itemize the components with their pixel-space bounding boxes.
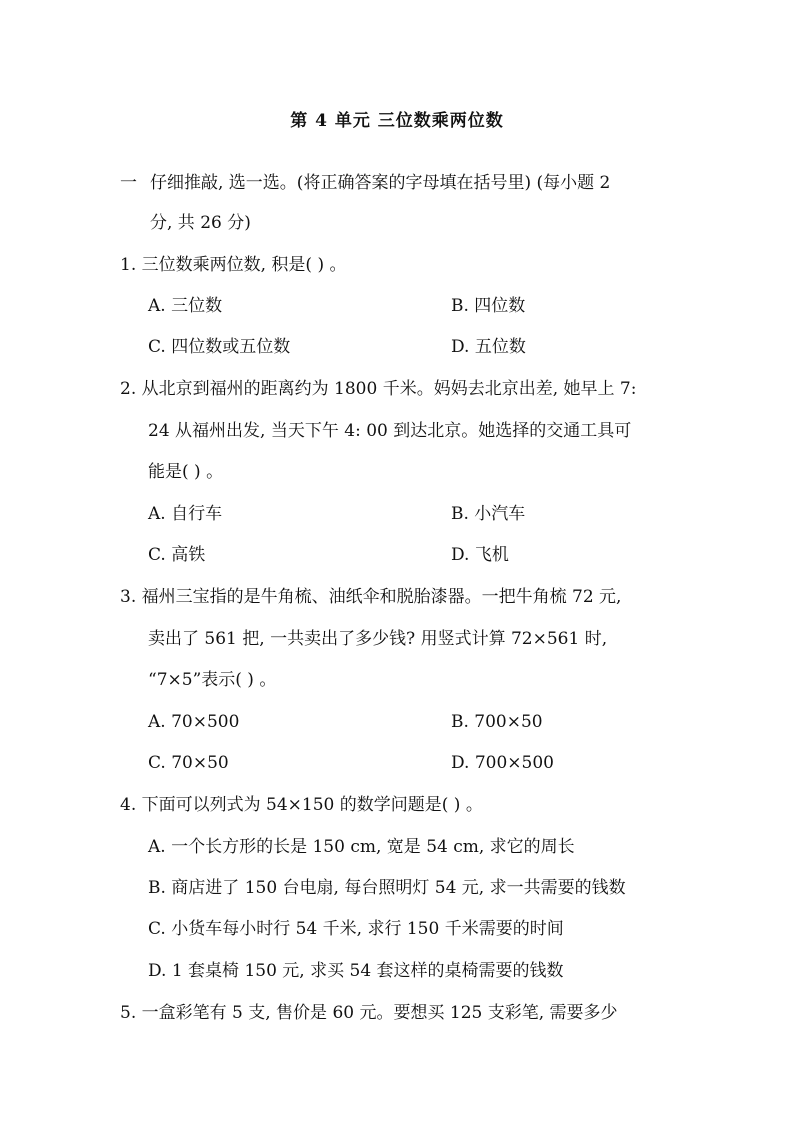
question-2-option-d: D. 飞机 [451, 545, 509, 565]
question-1-text: 1. 三位数乘两位数, 积是( ) 。 [120, 255, 347, 275]
question-3-text-line-3: “7×5”表示( ) 。 [148, 670, 277, 690]
question-3-option-c: C. 70×50 [148, 753, 229, 773]
question-1-option-d: D. 五位数 [451, 337, 526, 357]
question-2-option-c: C. 高铁 [148, 545, 206, 565]
section-instruction-line-2: 分, 共 26 分) [150, 213, 251, 233]
question-5-text: 5. 一盒彩笔有 5 支, 售价是 60 元。要想买 125 支彩笔, 需要多少 [120, 1003, 618, 1023]
question-4-option-b: B. 商店进了 150 台电扇, 每台照明灯 54 元, 求一共需要的钱数 [148, 878, 626, 898]
question-4-text: 4. 下面可以列式为 54×150 的数学问题是( ) 。 [120, 795, 483, 815]
question-3-text-line-1: 3. 福州三宝指的是牛角梳、油纸伞和脱胎漆器。一把牛角梳 72 元, [120, 587, 622, 607]
question-2-option-b: B. 小汽车 [451, 504, 526, 524]
question-4-option-c: C. 小货车每小时行 54 千米, 求行 150 千米需要的时间 [148, 919, 564, 939]
question-2-text-line-2: 24 从福州出发, 当天下午 4: 00 到达北京。她选择的交通工具可 [148, 421, 632, 441]
question-2-text-line-1: 2. 从北京到福州的距离约为 1800 千米。妈妈去北京出差, 她早上 7: [120, 379, 637, 399]
question-1-option-a: A. 三位数 [148, 296, 223, 316]
question-4-option-d: D. 1 套桌椅 150 元, 求买 54 套这样的桌椅需要的钱数 [148, 961, 564, 981]
question-3-option-b: B. 700×50 [451, 712, 543, 732]
section-instruction-line-1: 仔细推敲, 选一选。(将正确答案的字母填在括号里) (每小题 2 [150, 173, 611, 193]
question-2-text-line-3: 能是( ) 。 [148, 462, 224, 482]
question-1-option-b: B. 四位数 [451, 296, 526, 316]
question-1-option-c: C. 四位数或五位数 [148, 337, 291, 357]
question-3-option-a: A. 70×500 [148, 712, 240, 732]
section-marker: 一 [120, 173, 137, 193]
question-3-text-line-2: 卖出了 561 把, 一共卖出了多少钱? 用竖式计算 72×561 时, [148, 629, 608, 649]
question-3-option-d: D. 700×500 [451, 753, 554, 773]
question-4-option-a: A. 一个长方形的长是 150 cm, 宽是 54 cm, 求它的周长 [148, 837, 575, 857]
question-2-option-a: A. 自行车 [148, 504, 223, 524]
page-title: 第 4 单元 三位数乘两位数 [290, 111, 504, 131]
